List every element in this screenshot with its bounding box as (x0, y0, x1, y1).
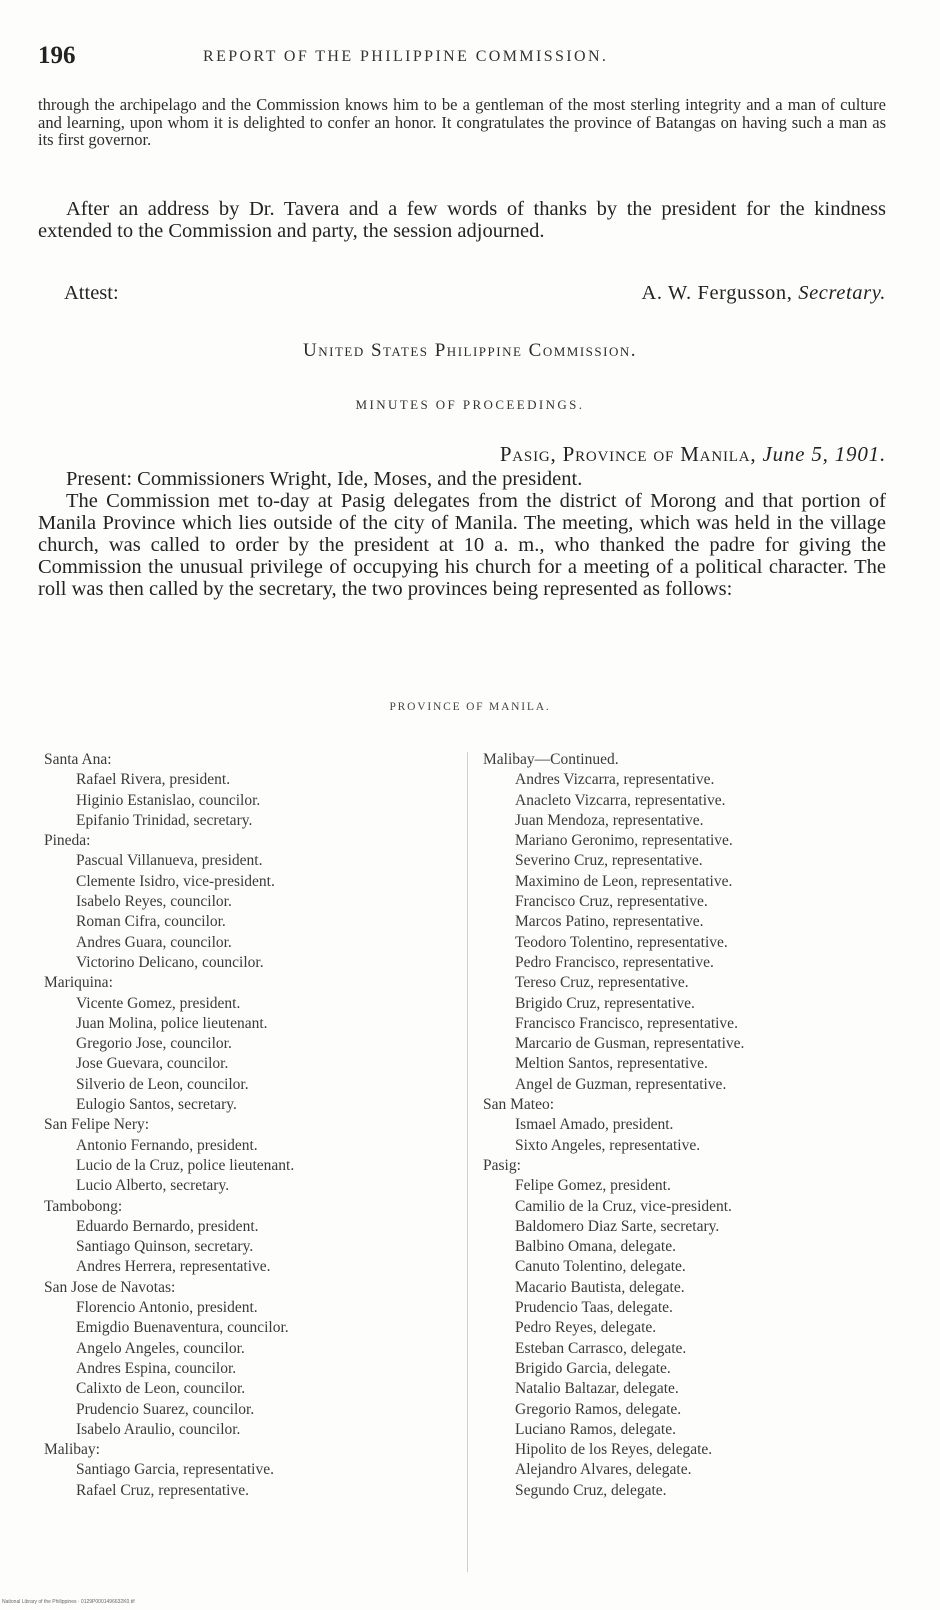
roll-entry: Andres Herrera, representative. (76, 1258, 271, 1276)
roll-entry: Calixto de Leon, councilor. (76, 1380, 246, 1398)
roll-entry: Marcario de Gusman, representative. (515, 1035, 745, 1053)
roll-entry: Jose Guevara, councilor. (76, 1055, 229, 1073)
roll-entry: Isabelo Araulio, councilor. (76, 1420, 241, 1438)
roll-entry: Isabelo Reyes, councilor. (76, 893, 232, 911)
roll-entry: Severino Cruz, representative. (515, 852, 703, 870)
roll-entry: Brigido Garcia, delegate. (515, 1359, 671, 1377)
roll-entry: Juan Molina, police lieutenant. (76, 1014, 268, 1032)
roll-entry: Juan Mendoza, representative. (515, 811, 704, 829)
roll-entry: Rafael Rivera, president. (76, 771, 231, 789)
roll-entry: Alejandro Alvares, delegate. (515, 1461, 692, 1479)
roll-entry: Eduardo Bernardo, president. (76, 1217, 259, 1235)
roll-entry: Francisco Cruz, representative. (515, 893, 708, 911)
roll-entry: Maximino de Leon, representative. (515, 872, 733, 890)
roll-entry: Ismael Amado, president. (515, 1116, 674, 1134)
adjournment-paragraph: After an address by Dr. Tavera and a few words of thanks by the president for the kindness extended to the Commission and party, the session adjourned. (38, 198, 886, 242)
roll-entry: Roman Cifra, councilor. (76, 913, 226, 931)
roll-entry: Gregorio Ramos, delegate. (515, 1400, 682, 1418)
roll-entry: Andres Guara, councilor. (76, 933, 232, 951)
roll-entry: Baldomero Diaz Sarte, secretary. (515, 1217, 720, 1235)
roll-entry: Natalio Baltazar, delegate. (515, 1380, 679, 1398)
roll-column-right (483, 750, 903, 1501)
district-heading: Pineda: (44, 832, 91, 850)
roll-entry: Segundo Cruz, delegate. (515, 1481, 667, 1499)
roll-entry: Emigdio Buenaventura, councilor. (76, 1319, 289, 1337)
roll-entry: Santiago Garcia, representative. (76, 1461, 274, 1479)
secretary-signature (641, 282, 886, 305)
roll-entry: Teodoro Tolentino, representative. (515, 933, 728, 951)
roll-entry: Andres Vizcarra, representative. (515, 771, 715, 789)
roll-entry: Prudencio Suarez, councilor. (76, 1400, 255, 1418)
district-heading: San Mateo: (483, 1096, 555, 1114)
scan-footer-note: National Library of the Philippines · 0129P0001496632K0.tif (2, 1599, 135, 1605)
district-heading: Tambobong: (44, 1197, 123, 1215)
roll-entry: Camilio de la Cruz, vice-president. (515, 1197, 732, 1215)
district-heading: Santa Ana: (44, 751, 112, 768)
page-header (38, 42, 908, 72)
roll-entry: Higinio Estanislao, councilor. (76, 791, 261, 809)
secretary-role: Secretary. (798, 282, 886, 304)
roll-entry: Gregorio Jose, councilor. (76, 1035, 232, 1053)
district-heading: San Jose de Navotas: (44, 1278, 176, 1296)
roll-entry: Anacleto Vizcarra, representative. (515, 791, 726, 809)
roll-entry: Lucio de la Cruz, police lieutenant. (76, 1156, 295, 1174)
roll-entry: Meltion Santos, representative. (515, 1055, 708, 1073)
roll-entry: Eulogio Santos, secretary. (76, 1096, 237, 1114)
page-number: 196 (38, 42, 76, 69)
roll-entry: Brigido Cruz, representative. (515, 994, 695, 1012)
roll-entry: Esteban Carrasco, delegate. (515, 1339, 687, 1357)
roll-entry: Francisco Francisco, representative. (515, 1014, 738, 1032)
running-head: REPORT OF THE PHILIPPINE COMMISSION. (203, 48, 609, 65)
roll-entry: Sixto Angeles, representative. (515, 1136, 701, 1154)
dateline-date: June 5, 1901. (762, 442, 886, 466)
minutes-title: MINUTES OF PROCEEDINGS. (355, 397, 585, 412)
province-heading: PROVINCE OF MANILA. (389, 701, 551, 713)
roll-entry: Clemente Isidro, vice-president. (76, 872, 275, 890)
secretary-name: A. W. Fergusson, (641, 282, 793, 304)
roll-entry: Felipe Gomez, president. (515, 1177, 671, 1195)
roll-entry: Tereso Cruz, representative. (515, 974, 689, 992)
roll-entry: Balbino Omana, delegate. (515, 1238, 676, 1256)
dateline (500, 442, 886, 467)
adjournment-section (38, 198, 886, 242)
roll-column-left (44, 750, 464, 1501)
district-heading: Malibay: (44, 1441, 100, 1459)
roll-entry: Silverio de Leon, councilor. (76, 1075, 249, 1093)
roll-entry: Antonio Fernando, president. (76, 1136, 258, 1154)
proceedings-section (38, 468, 886, 600)
roll-entry: Pedro Francisco, representative. (515, 953, 714, 971)
roll-entry: Luciano Ramos, delegate. (515, 1420, 676, 1438)
roll-entry: Vicente Gomez, president. (76, 994, 241, 1012)
column-divider (467, 752, 468, 1572)
opening-paragraph: through the archipelago and the Commission knows him to be a gentleman of the most sterling integrity and a man of culture and learning, upon whom it is delighted to confer an honor. It congratulates the province of Batangas on having such a man as its first governor. (38, 95, 886, 149)
roll-entry: Marcos Patino, representative. (515, 913, 704, 931)
attest-label: Attest: (64, 282, 119, 304)
roll-entry: Andres Espina, councilor. (76, 1359, 237, 1377)
meeting-paragraph: The Commission met to-day at Pasig delegates from the district of Morong and that portion of Manila Province which lies outside of the city of Manila. The meeting, which was held in the village church, was called to order by the president at 10 a. m., who thanked the padre for giving the Commission the unusual privilege of occupying his church for a meeting of a political character. The roll was then called by the secretary, the two provinces being represented as follows: (38, 490, 886, 600)
roll-entry: Prudencio Taas, delegate. (515, 1299, 673, 1317)
roll-entry: Pascual Villanueva, president. (76, 852, 263, 870)
roll-entry: Mariano Geronimo, representative. (515, 832, 733, 850)
present-paragraph: Present: Commissioners Wright, Ide, Moses, and the president. (66, 468, 583, 490)
district-heading: Mariquina: (44, 974, 113, 992)
roll-entry: Epifanio Trinidad, secretary. (76, 811, 253, 829)
dateline-place: Pasig, Province of Manila, (499, 442, 757, 466)
roll-entry: Florencio Antonio, president. (76, 1299, 258, 1317)
roll-entry: Rafael Cruz, representative. (76, 1481, 249, 1499)
roll-entry: Hipolito de los Reyes, delegate. (515, 1441, 713, 1459)
district-heading: Malibay—Continued. (483, 751, 619, 768)
roll-entry: Lucio Alberto, secretary. (76, 1177, 230, 1195)
roll-entry: Angel de Guzman, representative. (515, 1075, 727, 1093)
district-heading: San Felipe Nery: (44, 1116, 150, 1134)
roll-entry: Victorino Delicano, councilor. (76, 953, 264, 971)
roll-entry: Santiago Quinson, secretary. (76, 1238, 254, 1256)
roll-entry: Pedro Reyes, delegate. (515, 1319, 657, 1337)
roll-entry: Canuto Tolentino, delegate. (515, 1258, 686, 1276)
commission-title: United States Philippine Commission. (303, 340, 637, 361)
district-heading: Pasig: (483, 1156, 521, 1174)
roll-entry: Macario Bautista, delegate. (515, 1278, 685, 1296)
roll-entry: Angelo Angeles, councilor. (76, 1339, 245, 1357)
